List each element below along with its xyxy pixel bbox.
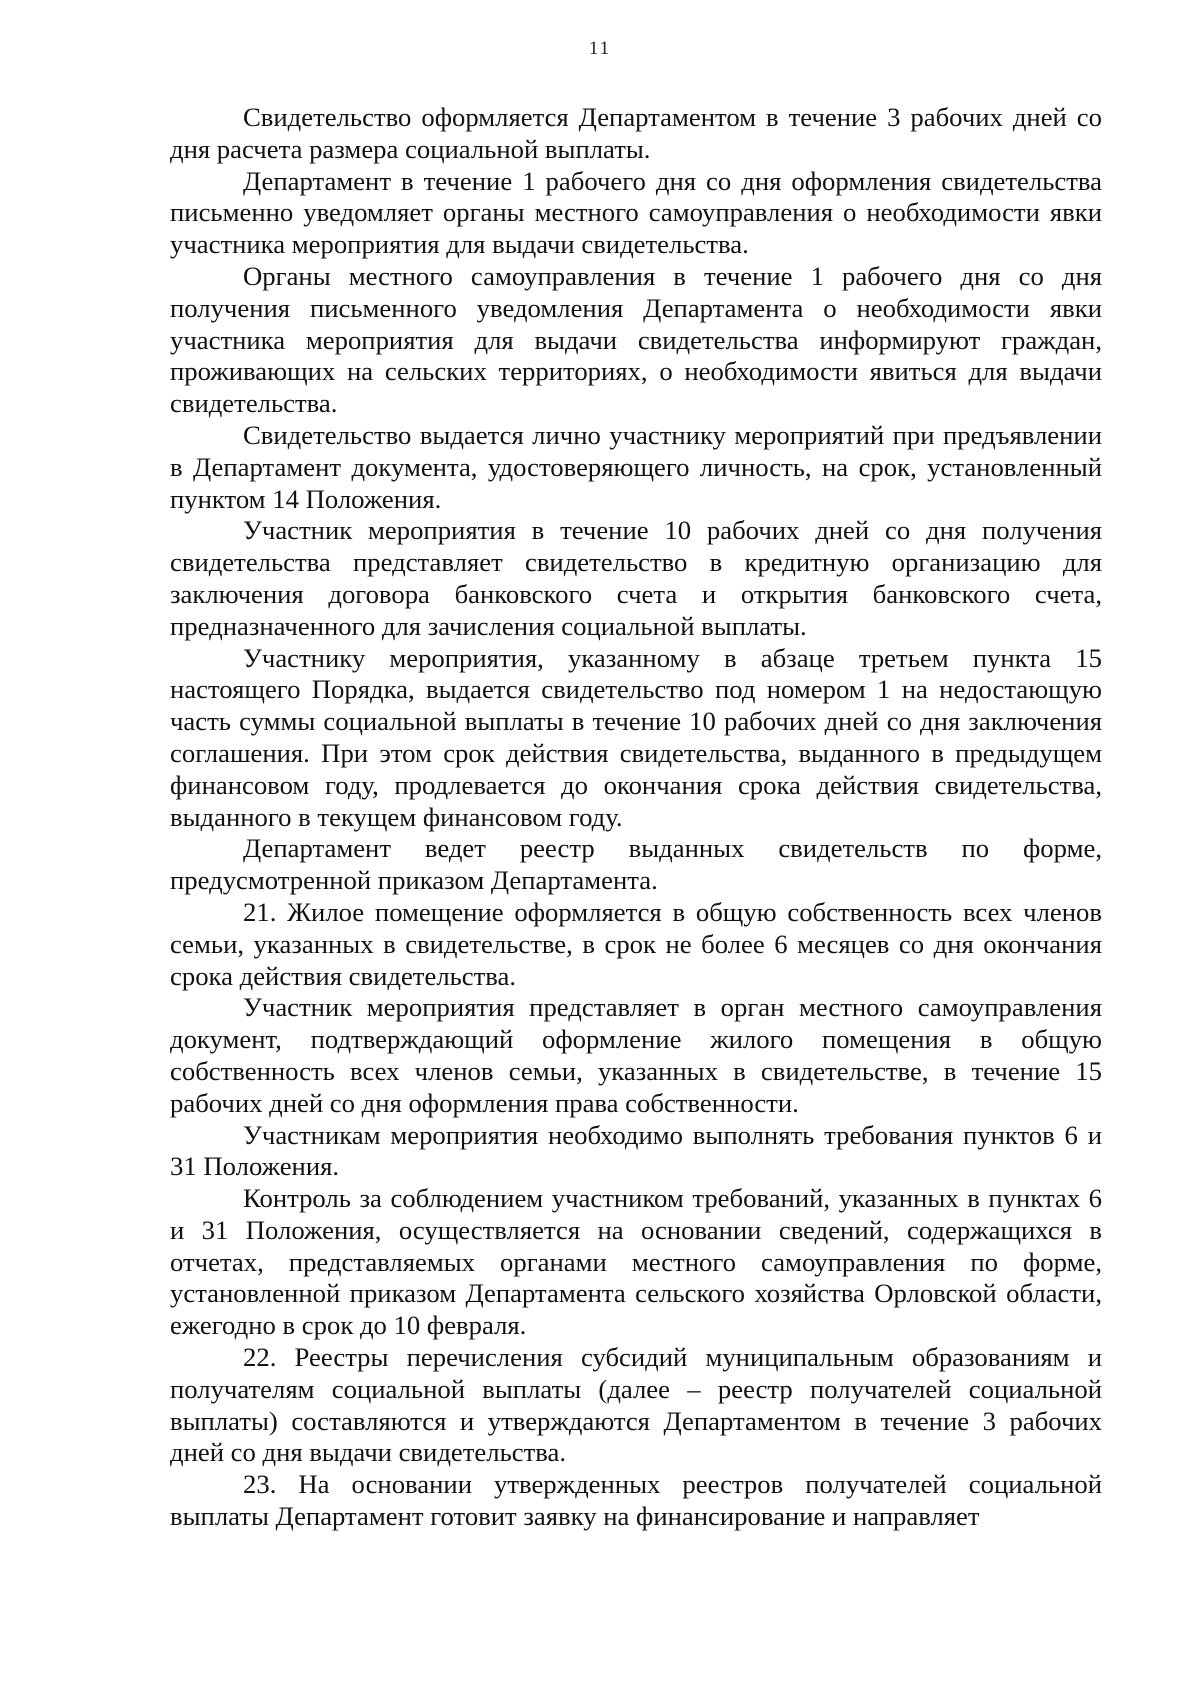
paragraph: Свидетельство оформляется Департаментом в течение 3 рабочих дней со дня расчета размера социальной выплаты. (170, 102, 1102, 164)
page-number: 11 (588, 38, 612, 59)
paragraph: Департамент в течение 1 рабочего дня со дня оформления свидетельства письменно уведомляет органы местного самоуправления о необходимости явки участника мероприятия для выдачи свидетельства. (170, 165, 1102, 260)
document-body (170, 102, 1102, 1533)
paragraph: Участник мероприятия представляет в орган местного самоуправления документ, подтверждающий оформление жилого помещения в общую собственность всех членов семьи, указанных в свидетельстве, в течение 15 рабочих дней со дня оформления права собственности. (170, 992, 1102, 1118)
paragraph: Контроль за соблюдением участником требований, указанных в пунктах 6 и 31 Положения, осуществляется на основании сведений, содержащихся в отчетах, представляемых органами местного самоуправления по форме, установленной приказом Департамента сельского хозяйства Орловской области, ежегодно в срок до 10 февраля. (170, 1183, 1102, 1341)
paragraph-section-23: 23. На основании утвержденных реестров получателей социальной выплаты Департамент готовит заявку на финансирование и направляет (170, 1469, 1102, 1532)
paragraph: Участнику мероприятия, указанному в абзаце третьем пункта 15 настоящего Порядка, выдается свидетельство под номером 1 на недостающую часть суммы социальной выплаты в течение 10 рабочих дней со дня заключения соглашения. При этом срок действия свидетельства, выданного в предыдущем финансовом году, продлевается до окончания срока действия свидетельства, выданного в текущем финансовом году. (170, 642, 1102, 832)
paragraph-section-22: 22. Реестры перечисления субсидий муниципальным образованиям и получателям социальной выплаты (далее – реестр получателей социальной выплаты) составляются и утверждаются Департаментом в течение 3 рабочих дней со дня выдачи свидетельства. (170, 1342, 1102, 1468)
paragraph: Органы местного самоуправления в течение 1 рабочего дня со дня получения письменного уведомления Департамента о необходимости явки участника мероприятия для выдачи свидетельства информируют граждан, проживающих на сельских территориях, о необходимости явиться для выдачи свидетельства. (170, 260, 1102, 419)
paragraph-section-21: 21. Жилое помещение оформляется в общую собственность всех членов семьи, указанных в свидетельстве, в срок не более 6 месяцев со дня окончания срока действия свидетельства. (170, 896, 1102, 991)
paragraph: Участник мероприятия в течение 10 рабочих дней со дня получения свидетельства представляет свидетельство в кредитную организацию для заключения договора банковского счета и открытия банковского счета, предназначенного для зачисления социальной выплаты. (170, 515, 1102, 641)
paragraph: Свидетельство выдается лично участнику мероприятий при предъявлении в Департамент документа, удостоверяющего личность, на срок, установленный пунктом 14 Положения. (170, 419, 1102, 514)
paragraph: Департамент ведет реестр выданных свидетельств по форме, предусмотренной приказом Департамента. (170, 833, 1102, 896)
paragraph: Участникам мероприятия необходимо выполнять требования пунктов 6 и 31 Положения. (170, 1119, 1102, 1182)
